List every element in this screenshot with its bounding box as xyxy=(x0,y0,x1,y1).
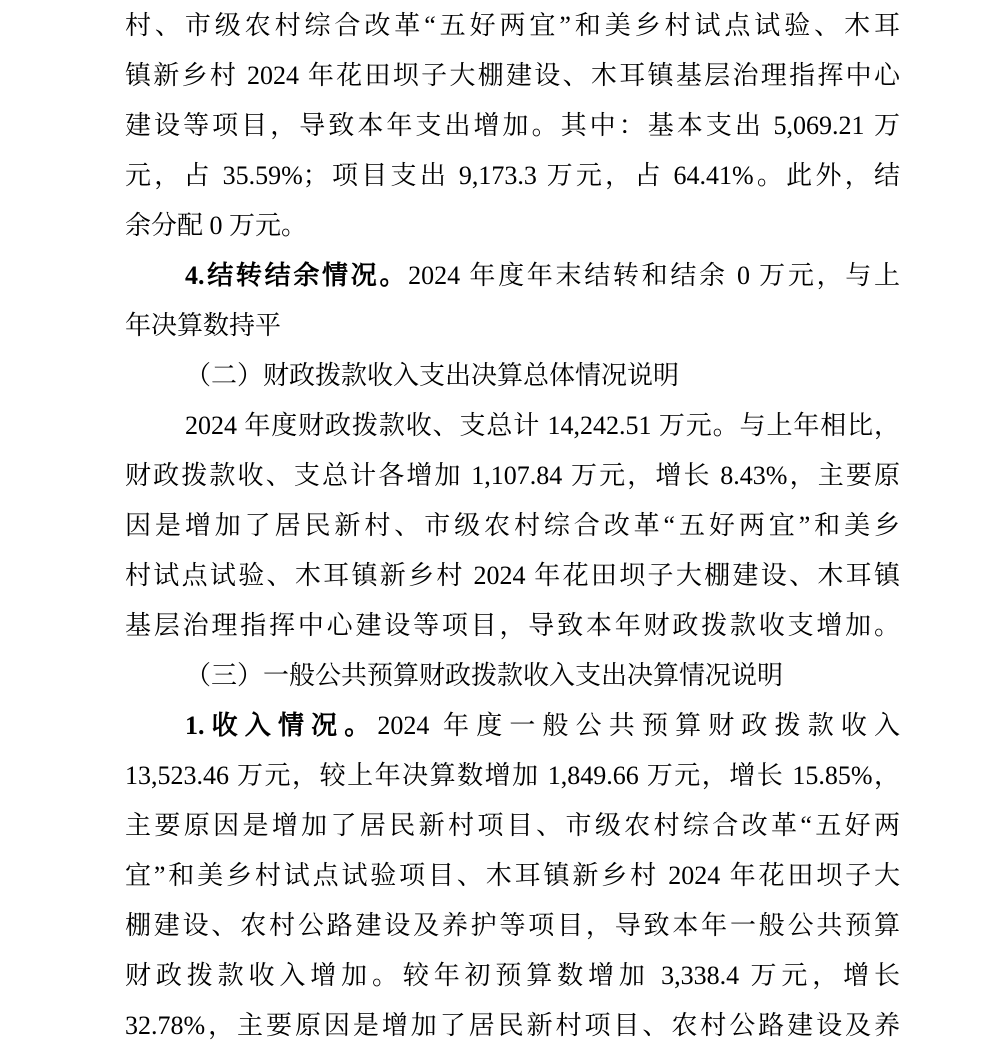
run: （三）一般公共预算财政拨款收入支出决算情况说明 xyxy=(185,661,784,690)
run: 2024 年度一般公共预算财政拨款收入 xyxy=(377,711,900,740)
text-line xyxy=(125,501,900,551)
text-line xyxy=(125,151,900,201)
run: （二）财政拨款收入支出决算总体情况说明 xyxy=(185,361,680,390)
section-heading xyxy=(125,651,900,701)
text-line xyxy=(125,551,900,601)
run: 财政拨款收入增加。较年初预算数增加 3,338.4 万元，增长 xyxy=(125,961,900,990)
text-line xyxy=(125,751,900,801)
section-heading xyxy=(125,351,900,401)
heading-run: 4.结转结余情况。 xyxy=(185,261,409,290)
run: 财政拨款收、支总计各增加 1,107.84 万元，增长 8.43%，主要原 xyxy=(125,461,900,490)
run: 村、市级农村综合改革“五好两宜”和美乡村试点试验、木耳 xyxy=(125,11,900,40)
run: 建设等项目，导致本年支出增加。其中：基本支出 5,069.21 万 xyxy=(125,111,900,140)
run: 村试点试验、木耳镇新乡村 2024 年花田坝子大棚建设、木耳镇 xyxy=(125,561,900,590)
run: 2024 年度年末结转和结余 0 万元，与上 xyxy=(408,261,900,290)
run: 镇新乡村 2024 年花田坝子大棚建设、木耳镇基层治理指挥中心 xyxy=(125,61,900,90)
run: 2024 年度财政拨款收、支总计 14,242.51 万元。与上年相比， xyxy=(185,411,900,440)
heading-run: 1.收入情况。 xyxy=(185,711,378,740)
run: 宜”和美乡村试点试验项目、木耳镇新乡村 2024 年花田坝子大 xyxy=(125,861,900,890)
text-line xyxy=(125,701,900,751)
text-line xyxy=(125,101,900,151)
run: 32.78%，主要原因是增加了居民新村项目、农村公路建设及养 xyxy=(125,1011,900,1040)
text-line xyxy=(125,401,900,451)
text-line xyxy=(125,451,900,501)
text-line xyxy=(125,51,900,101)
text-line xyxy=(125,201,900,251)
run: 主要原因是增加了居民新村项目、市级农村综合改革“五好两 xyxy=(125,811,900,840)
run: 棚建设、农村公路建设及养护等项目，导致本年一般公共预算 xyxy=(125,911,900,940)
run: 因是增加了居民新村、市级农村综合改革“五好两宜”和美乡 xyxy=(125,511,900,540)
text-line xyxy=(125,901,900,951)
text-line xyxy=(125,1,900,51)
text-line xyxy=(125,301,900,351)
text-line xyxy=(125,851,900,901)
text-line xyxy=(125,951,900,1001)
text-line xyxy=(125,1001,900,1051)
run: 基层治理指挥中心建设等项目，导致本年财政拨款收支增加。 xyxy=(125,611,900,640)
text-line xyxy=(125,601,900,651)
run: 年决算数持平 xyxy=(125,311,282,340)
run: 13,523.46 万元，较上年决算数增加 1,849.66 万元，增长 15.85%， xyxy=(125,761,900,790)
run: 元，占 35.59%；项目支出 9,173.3 万元，占 64.41%。此外，结 xyxy=(125,161,900,190)
run: 余分配 0 万元。 xyxy=(125,211,308,240)
text-line xyxy=(125,801,900,851)
text-line xyxy=(125,251,900,301)
